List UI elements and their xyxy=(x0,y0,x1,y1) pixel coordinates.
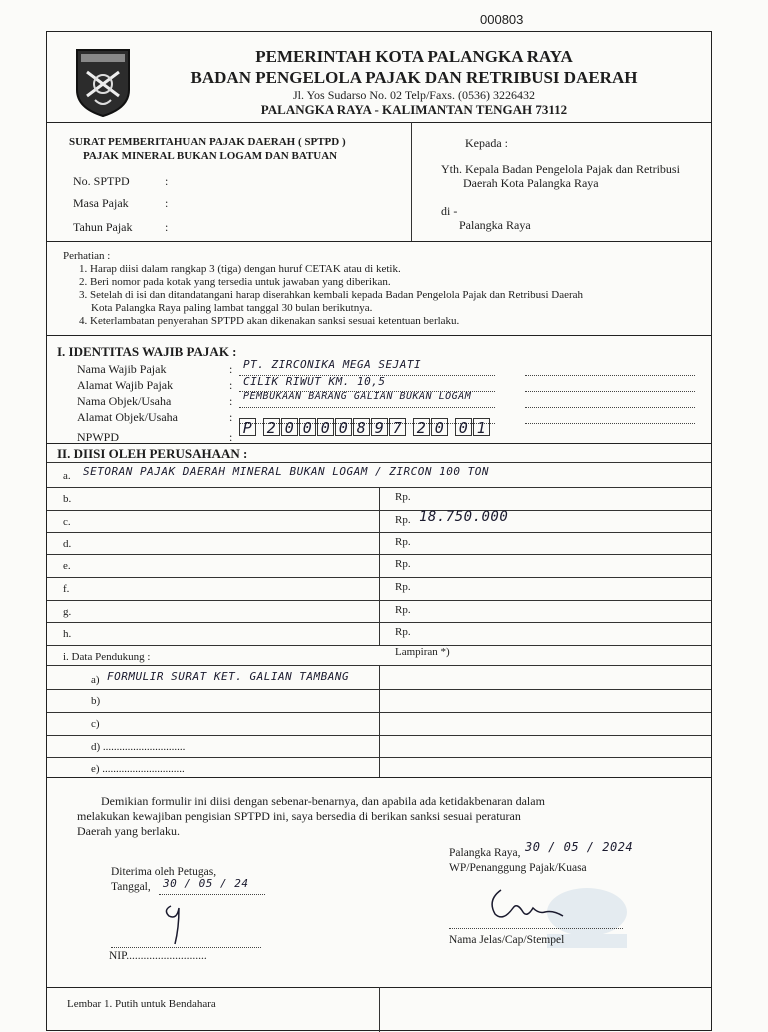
header-address: Jl. Yos Sudarso No. 02 Telp/Faxs. (0536) 3226432 xyxy=(293,88,535,102)
colon: : xyxy=(165,196,169,210)
supporting-item-label: a) xyxy=(91,674,100,686)
document-number: 000803 xyxy=(480,12,524,27)
divider xyxy=(379,987,380,1032)
notice-title: Perhatian : xyxy=(63,250,111,262)
divider xyxy=(47,462,711,463)
fill-line xyxy=(525,375,695,376)
row-label: c. xyxy=(63,516,71,528)
received-date-value[interactable]: 30 / 05 / 24 xyxy=(163,877,249,890)
divider xyxy=(47,622,711,623)
divider xyxy=(47,777,711,778)
taxpayer-name-value[interactable]: PT. ZIRCONIKA MEGA SEJATI xyxy=(243,358,422,371)
divider xyxy=(47,757,711,758)
npwpd-label: NPWPD xyxy=(77,430,120,444)
colon: : xyxy=(229,410,233,424)
header-title-agency: BADAN PENGELOLA PAJAK DAN RETRIBUSI DAERAH xyxy=(190,68,638,87)
divider xyxy=(47,532,711,533)
supporting-item-label: e) .............................. xyxy=(91,763,185,775)
fill-line xyxy=(525,423,695,424)
row-label: b. xyxy=(63,493,72,505)
tax-year-label: Tahun Pajak xyxy=(73,220,133,234)
fill-line xyxy=(239,407,495,408)
divider xyxy=(47,600,711,601)
fill-line xyxy=(525,391,695,392)
taxpayer-address-value[interactable]: CILIK RIWUT KM. 10,5 xyxy=(243,375,386,388)
colon: : xyxy=(229,430,233,444)
header-title-city: PEMERINTAH KOTA PALANGKA RAYA xyxy=(255,47,573,66)
statement-line: Daerah yang berlaku. xyxy=(77,824,180,838)
divider xyxy=(47,122,711,123)
row-label: h. xyxy=(63,628,72,640)
fill-line xyxy=(449,928,623,929)
fill-line xyxy=(525,407,695,408)
signing-place-label: Palangka Raya, xyxy=(449,847,521,859)
divider xyxy=(47,577,711,578)
received-date-label: Tanggal, xyxy=(111,881,151,893)
notice-item: 3. Setelah di isi dan ditandatangani harap diserahkan kembali kepada Badan Pengelola Pajak dan Retribusi Daerah xyxy=(79,289,584,301)
nip-label: NIP............................ xyxy=(109,950,207,962)
signing-date-value[interactable]: 30 / 05 / 2024 xyxy=(525,840,634,854)
rp-label: Rp. xyxy=(395,626,411,638)
npwpd-digit: 2 xyxy=(263,418,280,436)
divider xyxy=(47,689,711,690)
rp-label: Rp. xyxy=(395,514,411,526)
divider xyxy=(411,122,412,241)
amount-value[interactable]: 18.750.000 xyxy=(419,509,509,525)
divider xyxy=(47,335,711,336)
taxpayer-signature-icon xyxy=(483,878,573,928)
notice-item: 4. Keterlambatan penyerahan SPTPD akan dikenakan sanksi sesuai ketentuan berlaku. xyxy=(79,315,460,327)
notice-item: 2. Beri nomor pada kotak yang tersedia untuk jawaban yang diberikan. xyxy=(79,276,391,288)
divider xyxy=(47,241,711,242)
row-label: g. xyxy=(63,606,72,618)
section-company-title: II. DIISI OLEH PERUSAHAAN : xyxy=(57,446,248,461)
recipient-line1: Yth. Kepala Badan Pengelola Pajak dan Retribusi xyxy=(441,162,680,176)
row-label: f. xyxy=(63,583,70,595)
npwpd-digit: 1 xyxy=(473,418,490,436)
supporting-item-label: d) .............................. xyxy=(91,741,186,753)
row-label: d. xyxy=(63,538,72,550)
divider xyxy=(47,645,711,646)
supporting-item-label: c) xyxy=(91,718,100,730)
taxpayer-role-label: WP/Penanggung Pajak/Kuasa xyxy=(449,862,587,874)
fill-line xyxy=(159,894,265,895)
colon: : xyxy=(229,378,233,392)
npwpd-digit: 0 xyxy=(299,418,316,436)
statement-line: Demikian formulir ini diisi dengan sebenar-benarnya, dan apabila ada ketidakbenaran dalam xyxy=(101,794,545,808)
npwpd-digit: 7 xyxy=(389,418,406,436)
colon: : xyxy=(229,362,233,376)
rp-label: Rp. xyxy=(395,581,411,593)
notice-item: 1. Harap diisi dalam rangkap 3 (tiga) dengan huruf CETAK atau di ketik. xyxy=(79,263,401,275)
divider xyxy=(47,735,711,736)
business-name-label: Nama Objek/Usaha xyxy=(77,394,172,408)
npwpd-digit: 9 xyxy=(371,418,388,436)
received-by-label: Diterima oleh Petugas, xyxy=(111,866,217,878)
colon: : xyxy=(165,220,169,234)
taxpayer-address-label: Alamat Wajib Pajak xyxy=(77,378,174,392)
row-label: e. xyxy=(63,560,71,572)
divider xyxy=(47,554,711,555)
divider xyxy=(47,443,711,444)
colon: : xyxy=(165,174,169,188)
recipient-line2: Daerah Kota Palangka Raya xyxy=(463,176,599,190)
npwpd-digit: 0 xyxy=(317,418,334,436)
rp-label: Rp. xyxy=(395,536,411,548)
copy-note: Lembar 1. Putih untuk Bendahara xyxy=(67,998,216,1010)
npwpd-digit: 0 xyxy=(431,418,448,436)
recipient-di: di - xyxy=(441,204,458,218)
npwpd-digit: 0 xyxy=(455,418,472,436)
supporting-data-label: i. Data Pendukung : xyxy=(63,651,151,663)
business-name-value[interactable]: PEMBUKAAN BARANG GALIAN BUKAN LOGAM xyxy=(243,391,472,402)
colon: : xyxy=(229,394,233,408)
attachment-label: Lampiran *) xyxy=(395,646,450,658)
divider xyxy=(47,712,711,713)
rp-label: Rp. xyxy=(395,491,411,503)
npwpd-digit: 2 xyxy=(413,418,430,436)
npwpd-digit: 8 xyxy=(353,418,370,436)
officer-signature-icon xyxy=(151,898,201,948)
supporting-item-value[interactable]: FORMULIR SURAT KET. GALIAN TAMBANG xyxy=(107,670,350,683)
rp-label: Rp. xyxy=(395,604,411,616)
deposit-description[interactable]: SETORAN PAJAK DAERAH MINERAL BUKAN LOGAM / ZIRCON 100 TON xyxy=(83,465,489,478)
sptpd-title: SURAT PEMBERITAHUAN PAJAK DAERAH ( SPTPD ) xyxy=(69,136,346,148)
npwpd-digit: P xyxy=(239,418,256,436)
npwpd-digit: 0 xyxy=(335,418,352,436)
recipient-place: Palangka Raya xyxy=(459,218,531,232)
npwpd-boxes[interactable] xyxy=(239,418,491,437)
business-address-label: Alamat Objek/Usaha xyxy=(77,410,178,424)
notice-item: Kota Palangka Raya paling lambat tanggal 30 bulan berikutnya. xyxy=(91,302,373,314)
recipient-label: Kepada : xyxy=(465,136,508,150)
fill-line xyxy=(111,947,261,948)
row-label: a. xyxy=(63,470,71,482)
npwpd-digit: 0 xyxy=(281,418,298,436)
header-city: PALANGKA RAYA - KALIMANTAN TENGAH 73112 xyxy=(260,102,568,117)
divider xyxy=(47,510,711,511)
section-identity-title: I. IDENTITAS WAJIB PAJAK : xyxy=(57,344,237,359)
name-stamp-label: Nama Jelas/Cap/Stempel xyxy=(449,934,565,946)
tax-period-label: Masa Pajak xyxy=(73,196,129,210)
taxpayer-name-label: Nama Wajib Pajak xyxy=(77,362,167,376)
form-frame xyxy=(46,31,712,1031)
supporting-item-label: b) xyxy=(91,695,101,707)
divider xyxy=(379,665,380,777)
sptpd-number-label: No. SPTPD xyxy=(73,174,130,188)
sptpd-subtitle: PAJAK MINERAL BUKAN LOGAM DAN BATUAN xyxy=(83,150,338,162)
rp-label: Rp. xyxy=(395,558,411,570)
statement-line: melakukan kewajiban pengisian SPTPD ini, saya bersedia di berikan sanksi sesuai peraturan xyxy=(77,809,521,823)
